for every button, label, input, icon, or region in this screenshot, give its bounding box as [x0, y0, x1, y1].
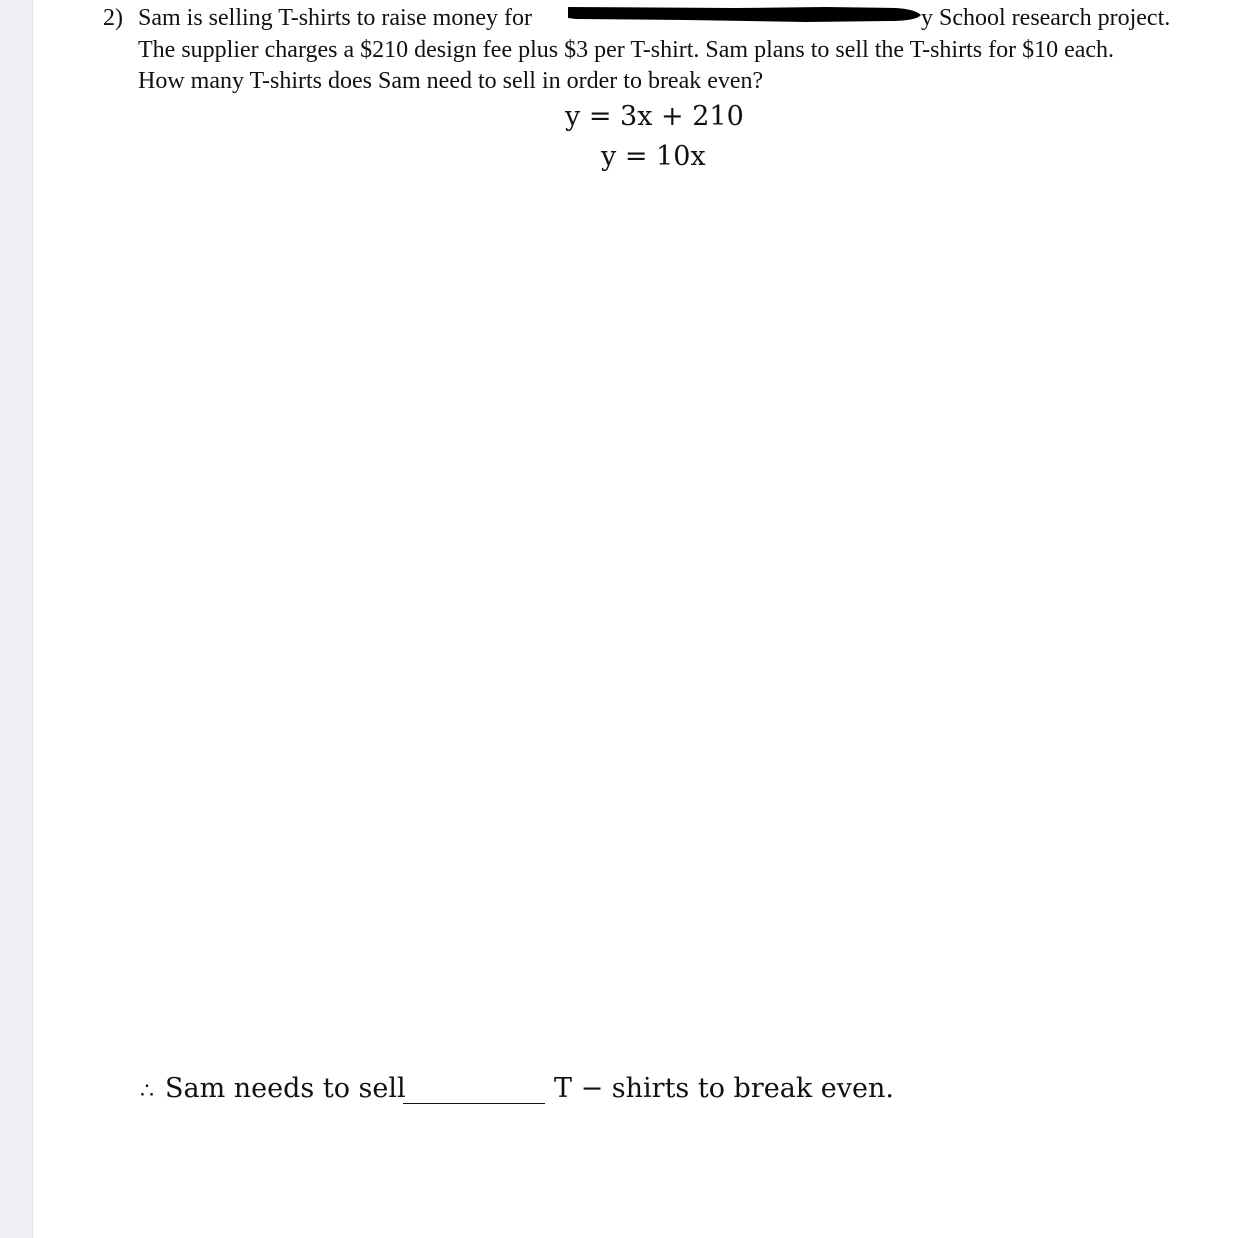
- therefore-symbol: ∴: [140, 1079, 154, 1104]
- question-line-1-start: Sam is selling T-shirts to raise money for: [138, 5, 532, 31]
- answer-suffix: T − shirts to break even.: [554, 1073, 894, 1104]
- question-line-2: The supplier charges a $210 design fee plus $3 per T-shirt. Sam plans to sell the T-shirts for $10 each.: [138, 37, 1115, 63]
- revenue-equation: y = 10x: [601, 141, 706, 172]
- question-line-1-end: y School research project.: [921, 5, 1171, 31]
- question-line-3: How many T-shirts does Sam need to sell in order to break even?: [138, 68, 764, 94]
- cost-equation: y = 3x + 210: [565, 101, 744, 132]
- question-number: 2): [103, 5, 123, 31]
- redaction-mark: [566, 4, 926, 24]
- page-left-margin: [0, 0, 33, 1238]
- answer-prefix: Sam needs to sell: [165, 1073, 406, 1104]
- answer-blank[interactable]: [403, 1103, 545, 1104]
